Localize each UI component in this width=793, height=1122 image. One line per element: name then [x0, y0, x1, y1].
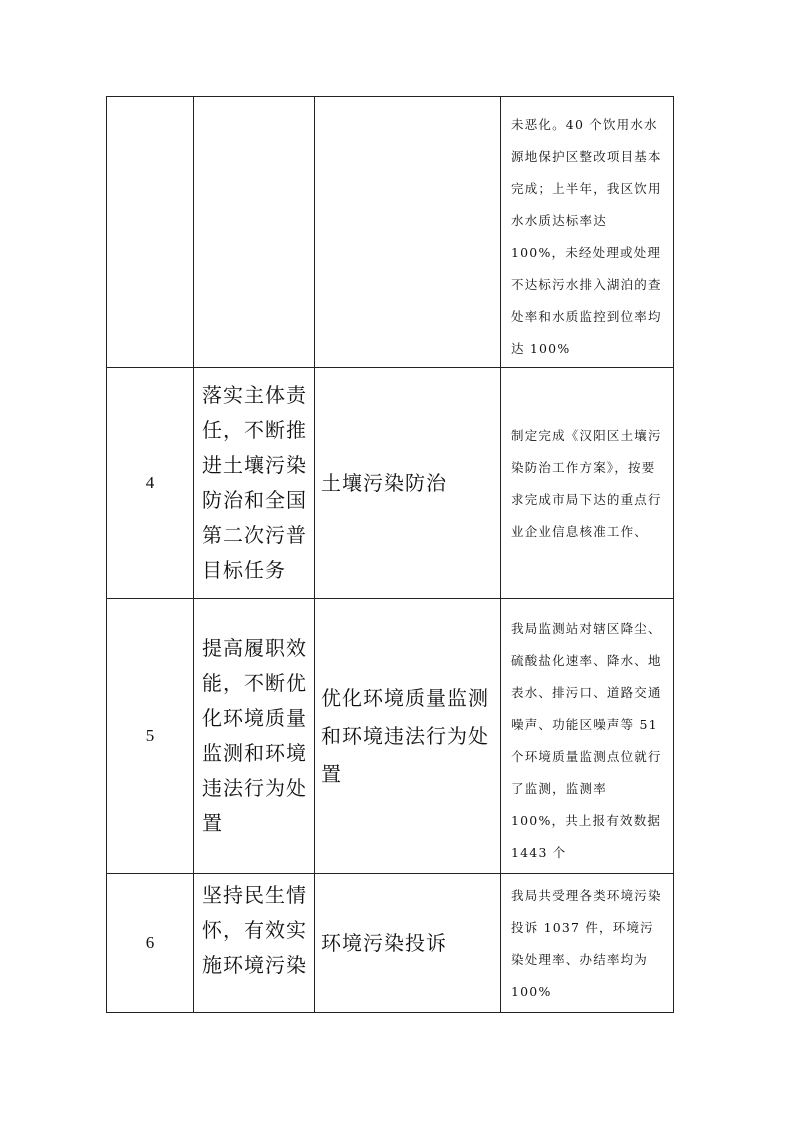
table-row [107, 97, 674, 368]
row-number: 4 [107, 368, 194, 599]
row-number [107, 97, 194, 368]
item-cell: 优化环境质量监测和环境违法行为处置 [315, 599, 501, 874]
table-row [107, 599, 674, 874]
detail-cell: 未恶化。40 个饮用水水源地保护区整改项目基本完成；上半年，我区饮用水水质达标率达 100%，未经处理或处理不达标污水排入湖泊的查处率和水质监控到位率均达 100% [501, 97, 674, 368]
detail-cell: 制定完成《汉阳区土壤污染防治工作方案》，按要求完成市局下达的重点行业企业信息核准工作、 [501, 368, 674, 599]
task-cell: 提高履职效能，不断优化环境质量监测和环境违法行为处置 [194, 599, 315, 874]
detail-cell: 我局共受理各类环境污染投诉 1037 件，环境污染处理率、办结率均为 100% [501, 874, 674, 1013]
table-row [107, 368, 674, 599]
task-cell [194, 97, 315, 368]
item-cell: 环境污染投诉 [315, 874, 501, 1013]
item-cell: 土壤污染防治 [315, 368, 501, 599]
row-number: 5 [107, 599, 194, 874]
task-cell: 坚持民生情怀，有效实施环境污染 [194, 874, 315, 1013]
detail-cell: 我局监测站对辖区降尘、硫酸盐化速率、降水、地表水、排污口、道路交通噪声、功能区噪声等 51 个环境质量监测点位就行了监测，监测率 100%，共上报有效数据 1443 个 [501, 599, 674, 874]
table-row [107, 874, 674, 1013]
row-number: 6 [107, 874, 194, 1013]
task-cell: 落实主体责任，不断推进土壤污染防治和全国第二次污普目标任务 [194, 368, 315, 599]
report-table [106, 96, 674, 1013]
item-cell [315, 97, 501, 368]
